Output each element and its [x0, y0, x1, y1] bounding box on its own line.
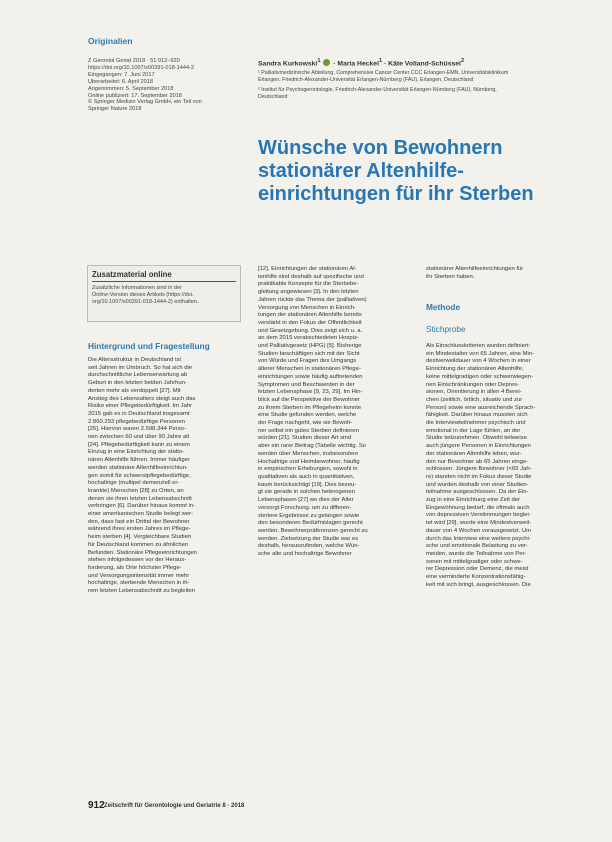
text-line: eine Studie gefunden werden, welche	[258, 412, 357, 419]
text-line: und Gesetzgebung. Dies zeigt sich u. a.	[258, 327, 363, 334]
text-line: re) standen nicht im Fokus dieser Studie	[426, 473, 532, 480]
text-line: derten mehr als verdoppelt [27]. Mit	[88, 387, 181, 394]
text-line: [12]. Einrichtungen der stationären Al-	[258, 266, 357, 272]
text-line: sche und emotionale Belastung zu ver-	[426, 543, 528, 550]
title-line: einrichtungen für ihr Sterben	[258, 183, 534, 205]
author-affiliation-mark: 2	[460, 58, 465, 64]
text-line: keit mit sich bringt, ausgeschlossen. Die	[426, 581, 531, 588]
page-number: 912	[88, 800, 105, 811]
text-line: Lebensphasen [27] wo dies der Älter	[258, 497, 354, 504]
text-line: auch jüngere Personen in Einrichtungen	[426, 443, 531, 450]
text-line: stationärer Altenhilfeeinrichtungen für	[426, 266, 524, 272]
affiliation-line: ² Institut für Psychogerontologie, Friedrich-Alexander-Universität Erlangen-Nürnberg (FAU), Nürnberg,	[258, 87, 497, 93]
text-line: und wurden deshalb von einer Studien-	[426, 481, 529, 488]
text-line: hochaltrige (multipel demenziell er-	[88, 480, 180, 487]
text-line: eine verminderte Konzentrationsfähig-	[426, 574, 526, 581]
text-line: nen zwischen 60 und über 90 Jahre alt	[88, 434, 190, 441]
text-line: Person) sowie eine ausreichende Sprach-	[426, 404, 536, 411]
text-line: Risiko einer Pflegebedürftigkeit. Im Jahr	[88, 403, 193, 410]
text-line: zug in eine Einrichtung eine Zeit der	[426, 497, 520, 504]
text-line: sche alte und hochaltrige Bewohner	[258, 551, 352, 558]
text-line: denen sie ihren letzten Lebensabschnitt	[88, 495, 192, 502]
text-line: destverweildauer von 4 Wochen in einer	[426, 358, 531, 365]
text-line: den, dass fast ein Drittel der Bewohner	[88, 518, 190, 525]
metadata-line: Springer Nature 2018	[88, 106, 142, 113]
text-line: stehen infolgedessen vor der Heraus-	[88, 557, 187, 564]
text-line: [25]. Hiervon waren 2.598.344 Perso-	[88, 426, 186, 433]
text-line: für Deutschland kommen zu ähnlichen	[88, 541, 189, 548]
text-line: Geburt in den letzten beiden Jahrhun-	[88, 380, 187, 387]
text-line: Studien beschäftigen sich mit der Sicht	[258, 350, 360, 357]
heading-methods: Methode	[426, 302, 461, 312]
text-column-3	[426, 343, 584, 590]
text-line: emotional in der Lage fühlen, an der	[426, 427, 521, 434]
title-line: stationärer Altenhilfe-	[258, 160, 464, 182]
affiliation-2	[258, 87, 588, 100]
text-line: werden über Menschen, insbesondere	[258, 450, 359, 457]
text-line: ner selbst ein gutes Sterben definieren	[258, 427, 359, 434]
text-line: gen somit für schwerstpflegebedürftige,	[88, 472, 191, 479]
text-line: 2015 gab es in Deutschland insgesamt	[88, 410, 190, 417]
text-line: Anstieg des Lebensalters steigt auch das	[88, 395, 196, 402]
text-line: von depressiven Verstimmungen beglei-	[426, 512, 531, 519]
text-line: Als Einschlusskriterien wurden definiert:	[426, 343, 531, 349]
metadata-line: Überarbeitet: 6. April 2018	[88, 78, 153, 85]
text-line: fähigkeit. Darüber hinaus mussten sich	[426, 412, 528, 419]
author-name: Maria Heckel	[337, 60, 379, 68]
section-label: Originalien	[88, 36, 133, 46]
text-line: den besonderen Bedürfnislagen gerecht	[258, 520, 363, 527]
text-line: heim sterben [4]. Vergleichbare Studien	[88, 534, 192, 541]
text-line: hochaltrige, sterbende Menschen in ih-	[88, 580, 190, 587]
supplementary-line: Zusätzliche Informationen sind in der	[92, 285, 182, 291]
metadata-line: © Springer Medizin Verlag GmbH, ein Teil von	[88, 99, 202, 106]
metadata-line: Eingegangen: 7. Juni 2017	[88, 71, 155, 78]
text-line: Die Altersstruktur in Deutschland ist	[88, 357, 181, 363]
text-line: einrichtungen sowie häufig auftretenden	[258, 373, 363, 380]
title-line: Wünsche von Bewohnern	[258, 137, 503, 159]
text-column-2	[258, 266, 410, 559]
text-line: einer amerikanischen Studie belegt wer-	[88, 511, 194, 518]
affiliation-line: Erlangen, Friedrich-Alexander-Universität Erlangen-Nürnberg (FAU), Erlangen, Deutschland	[258, 76, 474, 83]
text-line: gt sie gerade in solchen heterogenen	[258, 489, 355, 496]
text-line: während ihres ersten Jahres im Pflege-	[88, 526, 191, 533]
affiliation-line: Deutschland	[258, 93, 288, 100]
text-line: durchschnittliche Lebenserwartung ab	[88, 372, 188, 379]
text-line: letzten Lebensphase [9, 23, 29]. Im Hin-	[258, 389, 363, 396]
author-separator: ·	[331, 60, 338, 68]
text-line: nen Einschränkungen oder Depres-	[426, 381, 519, 388]
text-line: tet wird [29], wurde eine Mindestverweil-	[426, 520, 532, 527]
text-line: rer Depression oder Demenz, die meist	[426, 566, 529, 573]
text-line: kaum berücksichtigt [19]. Dies bezeu-	[258, 481, 357, 488]
text-line: ziertere Ergebnisse zu gelangen sowie	[258, 512, 360, 519]
text-line: deshalb, herauszufinden, welche Wün-	[258, 543, 360, 550]
text-column-3-intro	[426, 266, 584, 281]
text-line: Eingewöhnung bedarf, die oftmals auch	[426, 504, 530, 511]
metadata-line: Angenommen: 5. September 2018	[88, 85, 174, 92]
text-line: und Versorgungsintensität immer mehr	[88, 572, 190, 579]
text-column-1	[88, 357, 240, 596]
metadata-line: https://doi.org/10.1007/s00391-018-1444-2	[88, 64, 195, 71]
text-line: Symptomen und Beschwerden in der	[258, 381, 355, 388]
text-line: die Interviewteilnehmer psychisch und	[426, 420, 526, 427]
text-line: teilnahme ausgeschlossen. Da der Ein-	[426, 489, 529, 496]
text-line: und Palliativgesetz (HPG) [5]. Bisherige	[258, 343, 362, 350]
text-line: den nur Bewohner ab 65 Jahren einge-	[426, 458, 529, 465]
supplementary-box	[87, 265, 241, 322]
text-line: chen (zeitlich, örtlich, situativ und zur	[426, 396, 523, 403]
metadata-line: Online publiziert: 17. September 2018	[88, 92, 182, 99]
text-line: an dem 2015 verabschiedeten Hospiz-	[258, 335, 359, 342]
text-line: ihr Sterben haben.	[426, 273, 475, 280]
text-line: krankte) Menschen [28] zu Orten, an	[88, 487, 184, 494]
author-name: Sandra Kurkowski	[258, 60, 318, 68]
text-line: Hochaltrige und Heimbewohner, häufig	[258, 458, 360, 465]
text-line: dauer von 4 Wochen vorausgesetzt. Um	[426, 527, 531, 534]
text-line: zu ihrem Sterben im Pflegeheim konnte	[258, 404, 362, 411]
text-line: keine mittelgradigen oder schwerwiegen-	[426, 373, 534, 380]
text-line: Versorgung von Menschen in Einrich-	[258, 304, 356, 311]
heading-intro: Hintergrund und Fragestellung	[88, 341, 210, 351]
text-line: seit Jahren im Umbruch. So hat sich die	[88, 364, 193, 371]
text-line: praktikable Konzepte für die Sterbebe-	[258, 281, 359, 288]
text-line: verstärkt in den Fokus der Öffentlichkeit	[258, 319, 362, 326]
supplementary-text	[92, 285, 236, 305]
affiliation-1	[258, 70, 588, 83]
text-line: [24]. Pflegebedürftigkeit kann zu einem	[88, 441, 190, 448]
affiliation-line: ¹ Palliativmedizinische Abteilung, Comprehensive Cancer Center CCC Erlangen-EMN, Universitätsklinikum	[258, 70, 509, 76]
text-line: Studie teilzunehmen. Obwohl teilweise	[426, 435, 527, 442]
text-line: tungen der stationären Altenhilfe bereits	[258, 312, 362, 319]
author-affiliation-mark: 1	[378, 58, 383, 64]
text-line: qualitativen als auch in quantitativen,	[258, 473, 355, 480]
text-line: der Frage nachgeht, wie sie Bewoh-	[258, 420, 353, 427]
text-line: in empirischen Erhebungen, sowohl in	[258, 466, 358, 473]
author-name: Käte Volland-Schüssel	[388, 60, 461, 68]
author-list	[258, 58, 593, 67]
text-line: älterer Menschen in stationären Pflege-	[258, 366, 361, 373]
text-line: rem letzten Lebensabschnitt zu begleiten	[88, 588, 196, 595]
article-metadata	[88, 58, 238, 113]
text-line: versorgt Forschung. um zu differen-	[258, 504, 352, 511]
text-line: Einzug in eine Einrichtung der statio-	[88, 449, 184, 456]
supplementary-line: Online-Version dieses Artikels (https://doi.	[92, 291, 194, 298]
text-line: blick auf die Perspektive der Bewohner	[258, 396, 360, 403]
text-line: würden [21]. Studien dieser Art sind	[258, 435, 351, 442]
text-line: nären Altenhilfe führen. Immer häufiger	[88, 457, 190, 464]
text-line: schlossen. Jüngere Bewohner (<65 Jah-	[426, 466, 532, 473]
text-line: werden. Zielsetzung der Studie war es	[258, 535, 359, 542]
text-line: Jahren rückte das Thema der (palliativen)	[258, 296, 367, 303]
text-line: werden stationäre Altenhilfeeinrichtun-	[88, 464, 188, 471]
text-line: Einrichtung der stationären Altenhilfe,	[426, 366, 524, 373]
text-line: durch das Interview eine weitere psychi-	[426, 535, 531, 542]
metadata-line: Z Gerontol Geriat 2018 · 51:912–920	[88, 58, 180, 64]
divider	[92, 281, 236, 282]
text-line: verbringen [6]. Darüber hinaus kommt in-	[88, 503, 196, 510]
heading-sample: Stichprobe	[426, 324, 466, 334]
supplementary-title: Zusatzmaterial online	[92, 270, 172, 279]
author-separator: ·	[382, 60, 389, 68]
text-line: ein Mindestalter von 65 Jahren, eine Min-	[426, 350, 535, 357]
text-line: forderung, als Orte höchster Pflege-	[88, 564, 182, 571]
orcid-icon[interactable]	[323, 59, 330, 66]
text-line: werden. Bewohnerpräferenzen gerecht zu	[258, 527, 368, 534]
text-line: 2.860.293 pflegebedürftige Personen	[88, 418, 185, 425]
text-line: sionen, Orientierung in allen 4 Berei-	[426, 389, 522, 396]
text-line: meiden, wurde die Teilnahme von Per-	[426, 550, 527, 557]
article-title	[258, 137, 578, 206]
supplementary-line: org/10.1007/s00391-018-1444-2) enthalten.	[92, 298, 199, 305]
author-affiliation-mark: 1	[317, 58, 321, 64]
text-line: von Würde und Fragen des Umgangs	[258, 358, 357, 365]
journal-footer: Zeitschrift für Gerontologie und Geriatrie 8 · 2018	[104, 803, 245, 809]
text-line: sonen mit mittelgradiger oder schwe-	[426, 558, 523, 565]
text-line: gleitung angewiesen [3]. In den letzten	[258, 289, 359, 296]
text-line: der stationären Altenhilfe leben, wur-	[426, 450, 522, 457]
text-line: Befunden. Stationäre Pflegeeinrichtungen	[88, 549, 198, 556]
text-line: aber ein rarer Beitrag (Tabelle wichtig. So	[258, 443, 367, 450]
text-line: tenhilfe sind deshalb auf spezifische und	[258, 273, 364, 280]
